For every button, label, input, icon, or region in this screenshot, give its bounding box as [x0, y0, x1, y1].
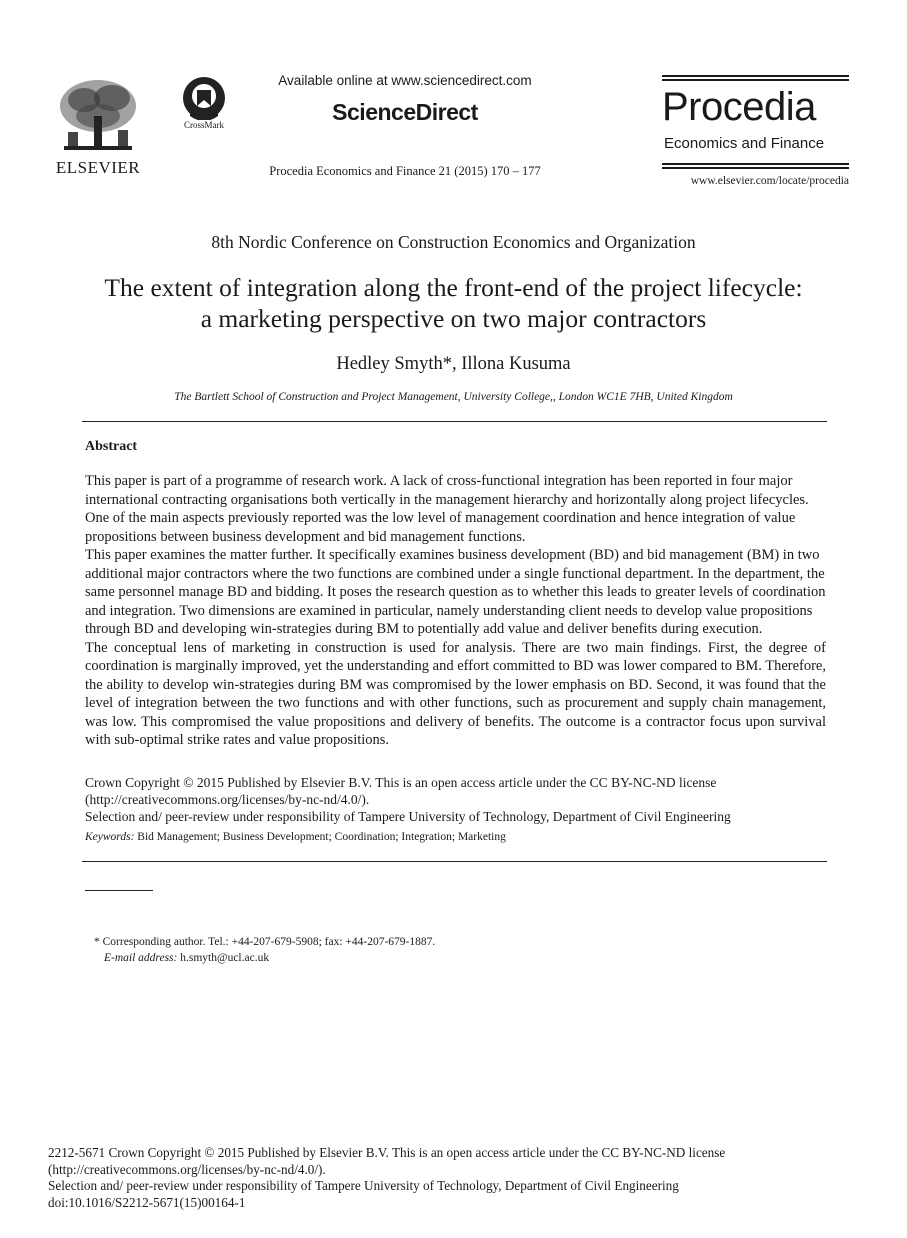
authors: Hedley Smyth*, Illona Kusuma: [336, 354, 571, 374]
keywords-label: Keywords:: [85, 831, 135, 843]
brand-top-rule-2: [662, 79, 849, 81]
keywords: [85, 831, 826, 843]
elsevier-tree-icon: [54, 76, 142, 156]
keywords-list: Bid Management; Business Development; Coordination; Integration; Marketing: [137, 831, 506, 843]
conference-name: 8th Nordic Conference on Construction Economics and Organization: [211, 232, 696, 252]
bottom-peer-review: Selection and/ peer-review under responsibility of Tampere University of Technology, Department of Civil Engineering: [48, 1178, 679, 1193]
brand-bottom-rule-2: [662, 167, 849, 169]
peer-review-line: Selection and/ peer-review under responsibility of Tampere University of Technology, Department of Civil Engineering: [85, 809, 731, 824]
corresponding-author: * Corresponding author. Tel.: +44-207-679-5908; fax: +44-207-679-1887.: [94, 936, 436, 948]
crossmark-label: CrossMark: [184, 120, 224, 130]
abstract-paragraph-2: This paper examines the matter further. It specifically examines business development (BD) and bid management (BM) in two additional major contractors where the two functions are combined under a single functional department. In the department, the same personnel manage BD and bidding. It poses the research question as to whether this leads to greater levels of coordination and integration. Two dimensions are examined in particular, namely understanding client needs to develop value propositions through BD and developing win-strategies during BM to potentially add value and deliver benefits during execution.: [85, 547, 826, 637]
abstract-heading: Abstract: [85, 439, 138, 454]
abstract-paragraph-1: This paper is part of a programme of research work. A lack of cross-functional integration has been reported in four major international contracting organisations both vertically in the management hierarchy and horizontally along project lifecycles. One of the main aspects previously reported was the low level of management coordination and hence integration of value propositions between business development and bid management functions.: [85, 473, 809, 545]
footnote-rule: [85, 890, 153, 891]
email-address[interactable]: h.smyth@ucl.ac.uk: [180, 952, 270, 964]
crossmark-badge[interactable]: [176, 76, 232, 136]
journal-url[interactable]: www.elsevier.com/locate/procedia: [690, 175, 849, 187]
journal-brand-subtitle: Economics and Finance: [664, 135, 825, 152]
journal-reference: Procedia Economics and Finance 21 (2015) 170 – 177: [269, 164, 541, 178]
crossmark-icon: [182, 76, 226, 120]
divider-bottom: [82, 861, 827, 862]
footnote: [94, 934, 435, 966]
bottom-license-block: [48, 1145, 848, 1211]
copyright-line1: Crown Copyright © 2015 Published by Elsevier B.V. This is an open access article under the CC BY-NC-ND license: [85, 775, 717, 790]
elsevier-logo: [50, 76, 146, 180]
affiliation: The Bartlett School of Construction and Project Management, University College,, London WC1E 7HB, United Kingdom: [174, 391, 733, 403]
brand-bottom-rule: [662, 163, 849, 165]
abstract-paragraph-3: The conceptual lens of marketing in construction is used for analysis. There are two main findings. First, the degree of coordination is marginally improved, yet the understanding and effort committed to BD was lower compared to BM. Therefore, the ability to develop win-strategies during BM was compromised by the lower emphasis on BD. Second, it was found that the level of integration between the two functions and with other functions, such as procurement and supply chain management, was low. This compromised the value propositions and delivery of benefits. The outcome is a contractor focus upon survival with sub-optimal strike rates and value propositions.: [85, 639, 826, 748]
journal-brand-box: [662, 75, 849, 193]
paper-title-line1: The extent of integration along the front-end of the project lifecycle:: [104, 273, 803, 302]
divider-top: [82, 421, 827, 422]
copyright-block: [85, 774, 826, 825]
publisher-wordmark: ELSEVIER: [55, 158, 141, 177]
issn-copyright: 2212-5671 Crown Copyright © 2015 Published by Elsevier B.V. This is an open access article under the CC BY-NC-ND license: [48, 1145, 726, 1160]
email-label: E-mail address:: [104, 952, 178, 964]
bottom-license-link[interactable]: (http://creativecommons.org/licenses/by-nc-nd/4.0/).: [48, 1161, 326, 1177]
abstract-body: [85, 472, 826, 750]
journal-brand: Procedia: [662, 85, 816, 129]
paper-title: [60, 272, 847, 334]
doi[interactable]: doi:10.1016/S2212-5671(15)00164-1: [48, 1194, 246, 1210]
sciencedirect-brand: ScienceDirect: [332, 99, 478, 125]
license-link[interactable]: (http://creativecommons.org/licenses/by-nc-nd/4.0/).: [85, 792, 370, 807]
email-line: [94, 950, 435, 966]
available-online-text[interactable]: Available online at www.sciencedirect.com: [278, 73, 532, 88]
paper-title-line2: a marketing perspective on two major contractors: [200, 304, 707, 333]
brand-top-rule: [662, 75, 849, 77]
